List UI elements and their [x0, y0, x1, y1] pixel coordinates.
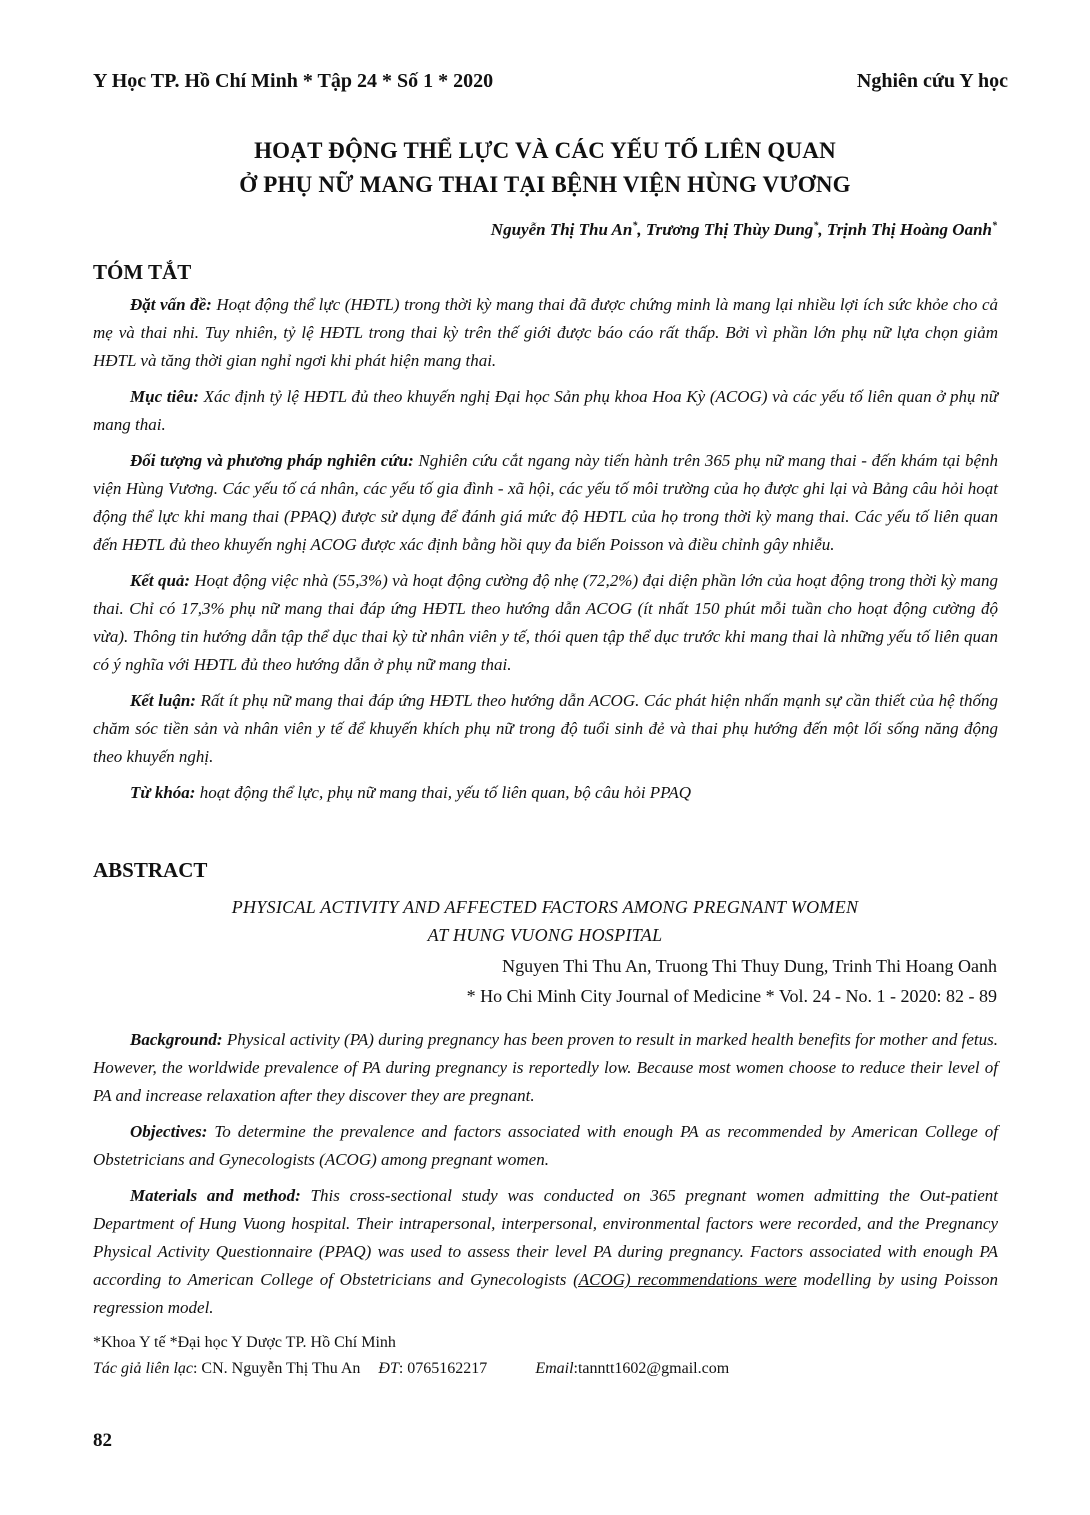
paragraph-label: Background:: [130, 1030, 223, 1049]
underlined-text: (ACOG) recommendations were: [573, 1270, 797, 1289]
contact-name: : CN. Nguyễn Thị Thu An: [192, 1360, 361, 1377]
paragraph-text: To determine the prevalence and factors associated with enough PA as recommended by American College of Obstetricians and Gynecologists (ACOG) among pregnant women.: [93, 1122, 998, 1169]
author: Trịnh Thị Hoàng Oanh: [826, 220, 992, 239]
title-line-1: HOẠT ĐỘNG THỂ LỰC VÀ CÁC YẾU TỐ LIÊN QUAN: [254, 138, 836, 163]
abstract-paragraph: [93, 1118, 998, 1174]
abstract-title-line-1: PHYSICAL ACTIVITY AND AFFECTED FACTORS AMONG PREGNANT WOMEN: [231, 897, 859, 917]
paragraph-text: Nghiên cứu cắt ngang này tiến hành trên 365 phụ nữ mang thai - đến khám tại bệnh viện Hùng Vương. Các yếu tố cá nhân, các yếu tố gia đình - xã hội, các yếu tố môi trường của họ được ghi lại và Bảng câu hỏi hoạt động thể lực khi mang thai (PPAQ) được sử dụng để đánh giá mức độ HĐTL của họ trong thời kỳ mang thai. Các yếu tố liên quan đến HĐTL đủ theo khuyến nghị ACOG được xác định bằng hồi quy đa biến Poisson và điều chỉnh gây nhiễu.: [93, 451, 998, 554]
email-address: :tanntt1602@gmail.com: [573, 1360, 730, 1377]
author-mark: *: [813, 220, 819, 232]
paragraph-text: This cross-sectional study was conducted on 365 pregnant women admitting the Out-patient Department of Hung Vuong hospital. Their intrapersonal, interpersonal, environmental factors were recorded, and the Pregnancy Physical Activity Questionnaire (PPAQ) was used to assess their level PA during pregnancy. Factors associated with enough PA according to American College of Obstetricians and Gynecologists: [93, 1186, 998, 1289]
abstract-title: [0, 893, 1090, 949]
summary-body: [93, 291, 998, 815]
paragraph-label: Từ khóa:: [130, 783, 196, 802]
author: Nguyễn Thị Thu An: [490, 220, 633, 239]
abstract-heading: ABSTRACT: [93, 858, 208, 882]
footnote-contact: [93, 1360, 993, 1378]
abstract-paragraph: [93, 1182, 998, 1322]
summary-paragraph: [93, 291, 998, 375]
paragraph-text: Physical activity (PA) during pregnancy has been proven to result in marked health benefits for mother and fetus. However, the worldwide prevalence of PA during pregnancy is reportedly low. Because most women choose to reduce their level of PA and increase relaxation after they discover they are pregnant.: [93, 1030, 998, 1105]
paragraph-text: modelling by using Poisson regression model.: [93, 1270, 998, 1317]
running-header-journal: Y Học TP. Hồ Chí Minh * Tập 24 * Số 1 * 2020: [93, 70, 494, 92]
summary-paragraph: [93, 383, 998, 439]
keywords: [93, 779, 998, 807]
summary-paragraph: [93, 567, 998, 679]
author-mark: *: [992, 220, 997, 232]
running-header-section: Nghiên cứu Y học: [856, 70, 1008, 92]
summary-paragraph: [93, 687, 998, 771]
paragraph-label: Kết luận:: [130, 691, 196, 710]
abstract-body: [93, 1026, 998, 1330]
abstract-paragraph: [93, 1026, 998, 1110]
phone-label: ĐT: [378, 1360, 399, 1377]
paragraph-label: Materials and method:: [130, 1186, 301, 1205]
abstract-title-line-2: AT HUNG VUONG HOSPITAL: [427, 925, 663, 945]
footnote-affiliation: *Khoa Y tế *Đại học Y Dược TP. Hồ Chí Minh: [93, 1334, 396, 1351]
author-mark: *: [632, 220, 638, 232]
page-number: 82: [93, 1430, 112, 1451]
paragraph-label: Objectives:: [130, 1122, 208, 1141]
author-list-en: Nguyen Thi Thu An, Truong Thi Thuy Dung, Trinh Thi Hoang Oanh: [502, 956, 997, 976]
paragraph-text: Xác định tỷ lệ HĐTL đủ theo khuyến nghị Đại học Sản phụ khoa Hoa Kỳ (ACOG) và các yếu tố liên quan ở phụ nữ mang thai.: [93, 387, 998, 434]
paragraph-label: Mục tiêu:: [130, 387, 199, 406]
article-title: [0, 134, 1090, 202]
citation: * Ho Chi Minh City Journal of Medicine * Vol. 24 - No. 1 - 2020: 82 - 89: [466, 986, 997, 1006]
paragraph-label: Đặt vấn đề:: [130, 295, 212, 314]
paragraph-text: hoạt động thể lực, phụ nữ mang thai, yếu tố liên quan, bộ câu hỏi PPAQ: [195, 783, 692, 802]
title-line-2: Ở PHỤ NỮ MANG THAI TẠI BỆNH VIỆN HÙNG VƯƠNG: [239, 172, 851, 197]
paragraph-text: Rất ít phụ nữ mang thai đáp ứng HĐTL theo hướng dẫn ACOG. Các phát hiện nhấn mạnh sự cần thiết của hệ thống chăm sóc tiền sản và nhân viên y tế để khuyến khích phụ nữ trong độ tuổi sinh đẻ và thai phụ hướng đến một lối sống năng động theo khuyến nghị.: [93, 691, 998, 766]
summary-paragraph: [93, 447, 998, 559]
author: Trương Thị Thùy Dung: [645, 220, 814, 239]
summary-heading: TÓM TẮT: [93, 260, 192, 284]
paragraph-text: Hoạt động thể lực (HĐTL) trong thời kỳ mang thai đã được chứng minh là mang lại nhiều lợi ích sức khỏe cho cả mẹ và thai nhi. Tuy nhiên, tỷ lệ HĐTL trong thai kỳ trên thế giới được báo cáo rất thấp. Bởi vì phần lớn phụ nữ lựa chọn giảm HĐTL và tăng thời gian nghỉ ngơi khi phát hiện mang thai.: [93, 295, 998, 370]
paragraph-label: Kết quả:: [130, 571, 191, 590]
paragraph-label: Đối tượng và phương pháp nghiên cứu:: [130, 451, 414, 470]
phone-number: : 0765162217: [398, 1360, 488, 1377]
author-list-vi: Nguyễn Thị Thu An*, Trương Thị Thùy Dung*, Trịnh Thị Hoàng Oanh*: [490, 220, 997, 239]
email-label: Email: [535, 1360, 574, 1377]
contact-label: Tác giả liên lạc: [93, 1360, 193, 1377]
paragraph-text: Hoạt động việc nhà (55,3%) và hoạt động cường độ nhẹ (72,2%) đại diện phần lớn của hoạt động trong thời kỳ mang thai. Chỉ có 17,3% phụ nữ mang thai đáp ứng HĐTL theo hướng dẫn ACOG (ít nhất 150 phút mỗi tuần cho hoạt động cường độ vừa). Thông tin hướng dẫn tập thể dục thai kỳ từ nhân viên y tế, thói quen tập thể dục trước khi mang thai là những yếu tố liên quan có ý nghĩa với HĐTL đủ theo hướng dẫn ở phụ nữ mang thai.: [93, 571, 998, 674]
